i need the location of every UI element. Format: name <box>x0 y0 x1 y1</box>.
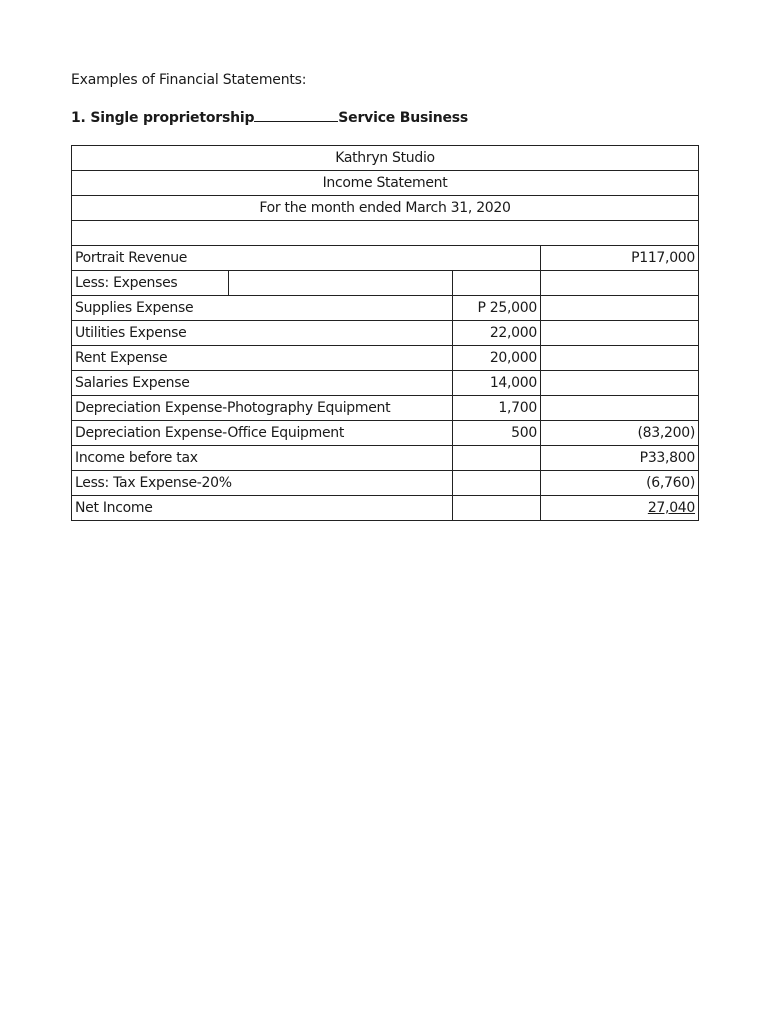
empty-cell <box>541 346 699 371</box>
income-before-tax-total: P33,800 <box>541 446 699 471</box>
heading-prefix: 1. Single proprietorship <box>71 110 255 126</box>
expense-amount: 22,000 <box>453 321 541 346</box>
income-before-tax-row <box>72 446 699 471</box>
income-statement-table <box>71 145 699 521</box>
statement-title: Income Statement <box>72 171 699 196</box>
title-row <box>72 171 699 196</box>
revenue-label: Portrait Revenue <box>72 246 541 271</box>
tax-total: (6,760) <box>541 471 699 496</box>
statement-period: For the month ended March 31, 2020 <box>72 196 699 221</box>
heading-suffix: Service Business <box>338 110 469 126</box>
blank-row <box>72 221 699 246</box>
empty-cell <box>541 321 699 346</box>
empty-cell <box>541 371 699 396</box>
empty-cell <box>453 496 541 521</box>
empty-cell <box>453 271 541 296</box>
expense-row <box>72 421 699 446</box>
expense-label: Supplies Expense <box>72 296 453 321</box>
expense-row <box>72 371 699 396</box>
expense-label: Utilities Expense <box>72 321 453 346</box>
expense-row <box>72 396 699 421</box>
income-before-tax-label: Income before tax <box>72 446 453 471</box>
section-heading <box>71 108 468 126</box>
period-row <box>72 196 699 221</box>
expense-row <box>72 321 699 346</box>
empty-cell <box>541 296 699 321</box>
company-row <box>72 146 699 171</box>
expense-row <box>72 346 699 371</box>
expense-amount: P 25,000 <box>453 296 541 321</box>
revenue-total: P117,000 <box>541 246 699 271</box>
total-expenses: (83,200) <box>541 421 699 446</box>
empty-cell <box>541 396 699 421</box>
expense-label: Depreciation Expense-Photography Equipment <box>72 396 453 421</box>
expense-row <box>72 296 699 321</box>
blank-cell <box>72 221 699 246</box>
expense-amount: 500 <box>453 421 541 446</box>
heading-blank-line <box>254 108 338 122</box>
intro-text: Examples of Financial Statements: <box>71 72 307 88</box>
company-name: Kathryn Studio <box>72 146 699 171</box>
less-expenses-row <box>72 271 699 296</box>
empty-cell <box>541 271 699 296</box>
expense-label: Depreciation Expense-Office Equipment <box>72 421 453 446</box>
expense-amount: 1,700 <box>453 396 541 421</box>
net-income-label: Net Income <box>72 496 453 521</box>
net-income-cell <box>541 496 699 521</box>
less-expenses-label: Less: Expenses <box>72 271 229 296</box>
empty-cell <box>453 446 541 471</box>
tax-label: Less: Tax Expense-20% <box>72 471 453 496</box>
net-income-total: 27,040 <box>647 500 696 516</box>
expense-label: Rent Expense <box>72 346 453 371</box>
empty-cell <box>229 271 453 296</box>
expense-amount: 20,000 <box>453 346 541 371</box>
tax-row <box>72 471 699 496</box>
empty-cell <box>453 471 541 496</box>
net-income-row <box>72 496 699 521</box>
revenue-row <box>72 246 699 271</box>
expense-label: Salaries Expense <box>72 371 453 396</box>
expense-amount: 14,000 <box>453 371 541 396</box>
